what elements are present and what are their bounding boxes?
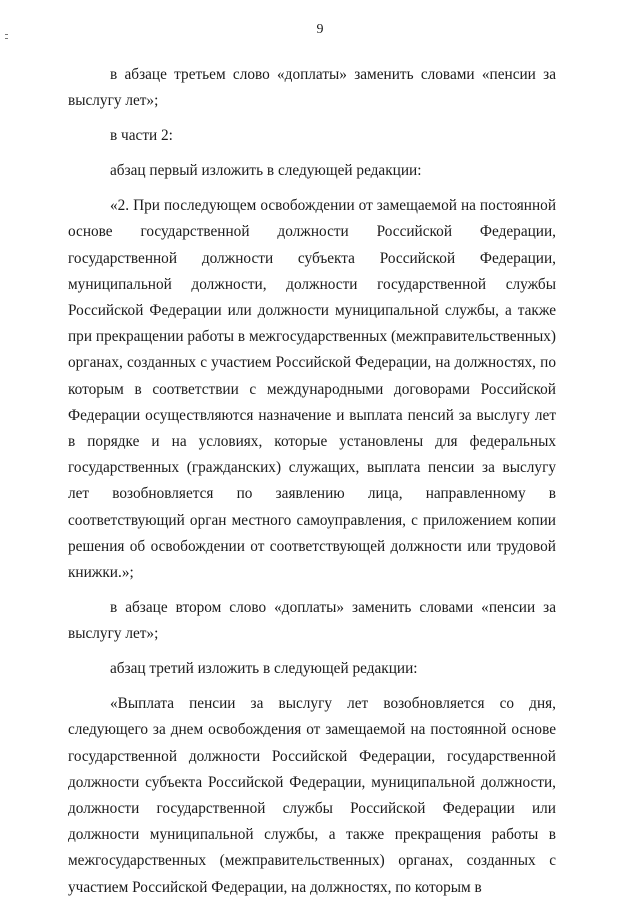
paragraph-part-2: в части 2: <box>110 127 173 145</box>
paragraph-third-abzac-new-edition: абзац третий изложить в следующей редакции: <box>110 660 418 678</box>
paragraph-quoted-part-2: «2. При последующем освобождении от замещаемой на постоянной основе государственной должности Российской Федерации, государственной должности субъекта Российской Федерации, муниципальной должности, должности государственной службы Российской Федерации или должности муниципальной службы, а также при прекращении работы в межгосударственных (межправительственных) органах, созданных с участием Российской Федерации, на должностях, по которым в соответствии с международными договорами Российской Федерации осуществляются назначение и выплата пенсий за выслугу лет в порядке и на условиях, которые установлены для федеральных государственных (гражданских) служащих, выплата пенсии за выслугу лет возобновляется по заявлению лица, направленному в соответствующий орган местного самоуправления, с приложением копии решения об освобождении от соответствующей должности или трудовой книжки.»; <box>68 197 556 582</box>
paragraph-first-abzac-new-edition: абзац первый изложить в следующей редакции: <box>110 162 422 180</box>
paragraph-amend-third-abzac: в абзаце третьем слово «доплаты» заменить словами «пенсии за выслугу лет»; <box>68 66 556 110</box>
page-number: 9 <box>316 22 324 37</box>
paragraph-quoted-resumption: «Выплата пенсии за выслугу лет возобновляется со дня, следующего за днем освобождения от замещаемой на постоянной основе государственной должности Российской Федерации, государственной должности субъекта Российской Федерации, муниципальной должности, должности государственной службы Российской Федерации или должности муниципальной службы, а также прекращения работы в межгосударственных (межправительственных) органах, созданных с участием Российской Федерации, на должностях, по которым в <box>68 695 556 896</box>
paragraph-amend-second-abzac: в абзаце втором слово «доплаты» заменить словами «пенсии за выслугу лет»; <box>68 599 556 643</box>
scan-mark <box>5 38 8 39</box>
document-body <box>68 62 556 901</box>
